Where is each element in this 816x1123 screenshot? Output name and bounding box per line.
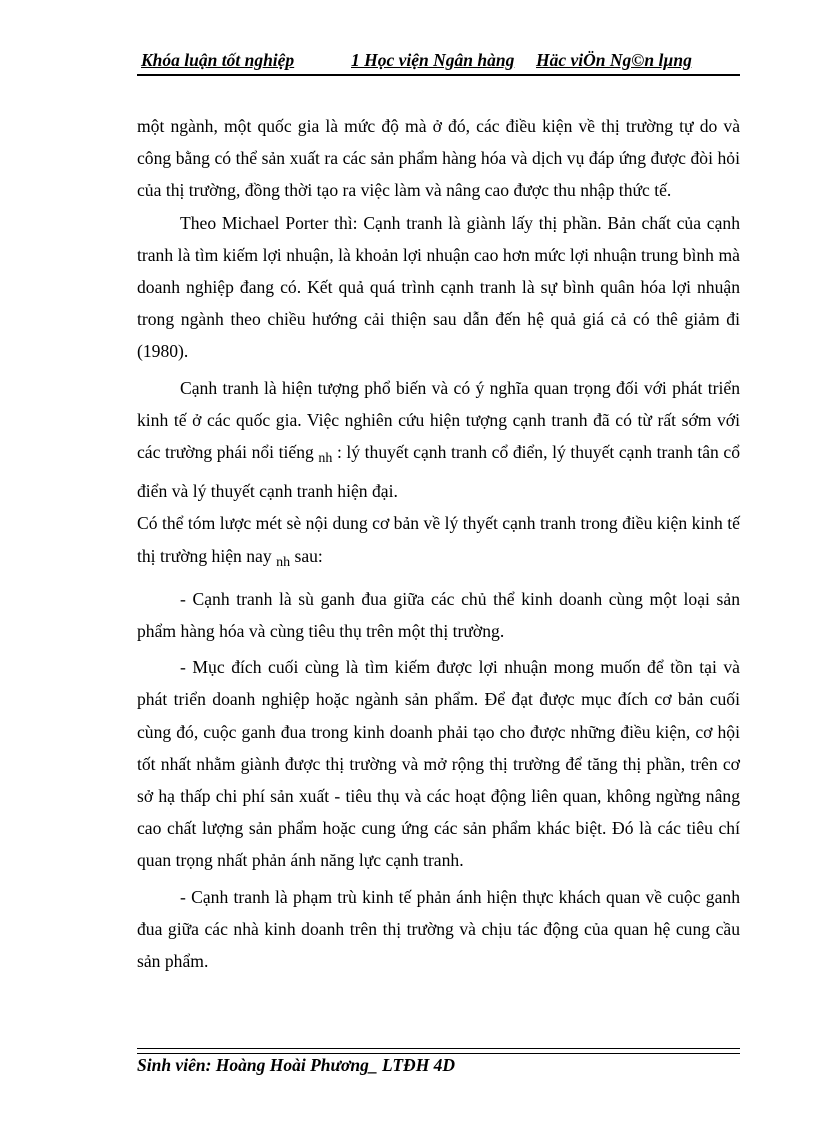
footer-rule-bottom	[137, 1053, 740, 1054]
header-institution: 1 Học viện Ngân hàng	[351, 50, 515, 70]
paragraph-3-part-b: : lý thuyết cạnh tranh cổ điển, lý thuyết cạnh tranh tân cổ điển và lý thuyết cạnh tranh hiện đại.	[137, 442, 740, 502]
paragraph-4-part-a: Có thể tóm lược mét sè nội dung cơ bản về lý thyết cạnh tranh trong điều kiện kinh tế thị trường hiện nay	[137, 513, 740, 566]
page-footer: Sinh viên: Hoàng Hoài Phương_ LTĐH 4D	[137, 1055, 456, 1075]
header-institution-legacy-font: Häc viÖn Ng©n lµng	[536, 50, 692, 70]
bullet-paragraph-3: - Cạnh tranh là phạm trù kinh tế phản ánh hiện thực khách quan về cuộc ganh đua giữa các nhà kinh doanh trên thị trường và chịu tác động của quan hệ cung cầu sản phẩm.	[137, 886, 740, 972]
paragraph-3	[137, 372, 740, 508]
paragraph-4	[137, 507, 740, 578]
bullet-paragraph-1: - Cạnh tranh là sù ganh đua giữa các chủ thể kinh doanh cùng một loại sản phẩm hàng hóa và cùng tiêu thụ trên một thị trường.	[137, 588, 740, 642]
footer-rule-top	[137, 1048, 740, 1049]
paragraph-3-nh: nh	[318, 451, 333, 467]
paragraph-3-part-a: Cạnh tranh là hiện tượng phổ biến và có ý nghĩa quan trọng đối với phát triển kinh tế ở các quốc gia. Việc nghiên cứu hiện tượng cạnh tranh đã có từ rất sớm với các trường phái nổi tiếng	[137, 377, 740, 463]
paragraph-1: một ngành, một quốc gia là mức độ mà ở đó, các điều kiện về thị trường tự do và công bằng có thể sản xuất ra các sản phẩm hàng hóa và dịch vụ đáp ứng được đòi hỏi của thị trường, đồng thời tạo ra việc làm và nâng cao được thu nhập thức tế.	[137, 116, 740, 201]
paragraph-4-part-b: sau:	[294, 545, 323, 566]
paragraph-4-nh: nh	[276, 554, 291, 570]
document-body	[137, 110, 740, 977]
page-header	[137, 48, 740, 74]
header-thesis-label: Khóa luận tốt nghiệp	[141, 50, 295, 70]
paragraph-2: Theo Michael Porter thì: Cạnh tranh là giành lấy thị phần. Bản chất của cạnh tranh là tìm kiếm lợi nhuận, là khoản lợi nhuận cao hơn mức lợi nhuận trung bình mà doanh nghiệp đang có. Kết quả quá trình cạnh tranh là sự bình quân hóa lợi nhuận trong ngành theo chiều hướng cải thiện sau dẫn đến hệ quả giá cả có thê giảm đi (1980).	[137, 212, 740, 362]
header-rule	[137, 74, 740, 76]
bullet-paragraph-2: - Mục đích cuối cùng là tìm kiếm được lợi nhuận mong muốn để tồn tại và phát triển doanh nghiệp hoặc ngành sản phẩm. Để đạt được mục đích cơ bản cuối cùng đó, cuộc ganh đua trong kinh doanh phải tạo cho được những điều kiện, cơ hội tốt nhất nhằm giành được thị trường và mở rộng thị trường để tăng thị phần, trên cơ sở hạ thấp chi phí sản xuất - tiêu thụ và các hoạt động liên quan, không ngừng nâng cao chất lượng sản phẩm hoặc cung ứng các sản phẩm khác biệt. Đó là các tiêu chí quan trọng nhất phản ánh năng lực cạnh tranh.	[137, 657, 740, 871]
